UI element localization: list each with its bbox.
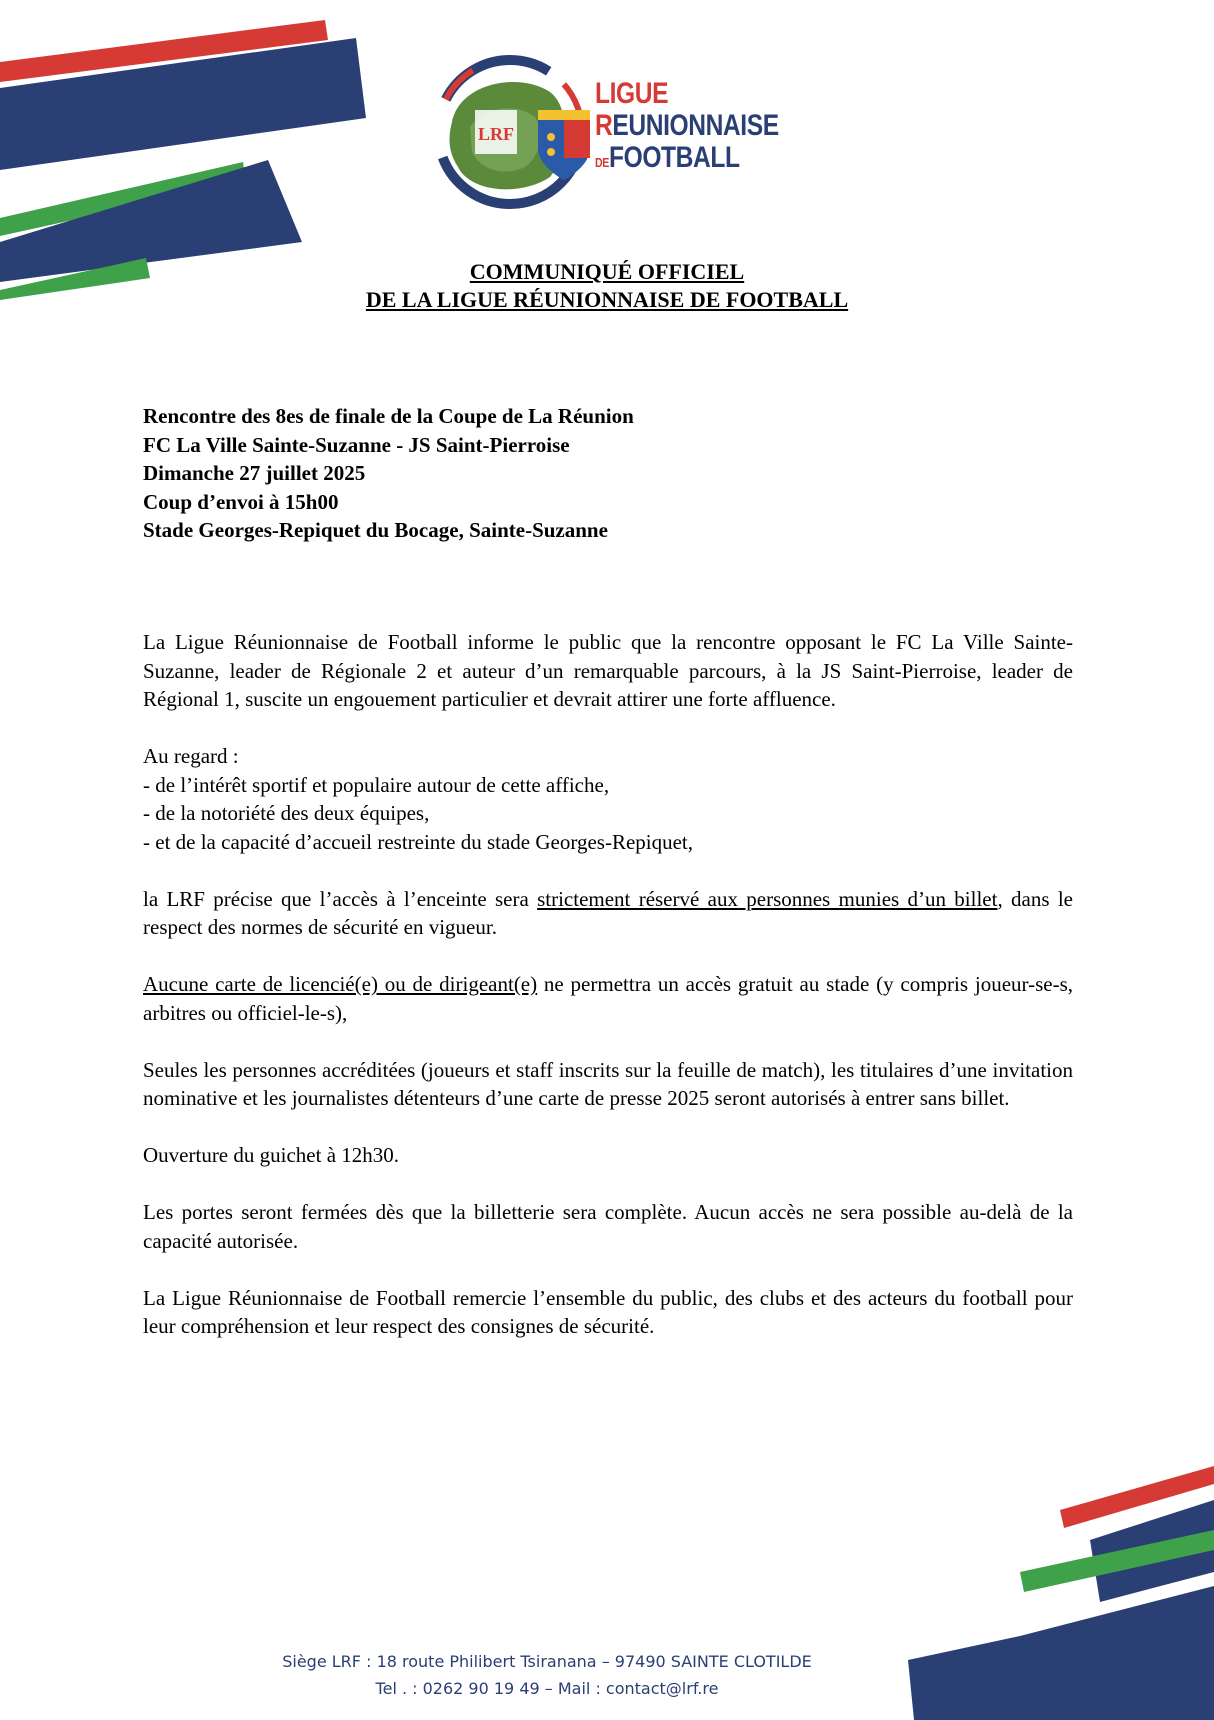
logo-de-text: DE: [595, 155, 609, 170]
card-paragraph: [143, 970, 1073, 1027]
logo-eunionnaise-text: EUNIONNAISE: [612, 109, 779, 142]
regard-heading: Au regard :: [143, 744, 239, 768]
access-underlined-text: strictement réservé aux personnes munies d’un billet: [537, 886, 998, 911]
logo-wordmark: [595, 78, 779, 179]
document-title: [0, 258, 1214, 314]
thanks-paragraph: La Ligue Réunionnaise de Football remercie l’ensemble du public, des clubs et des acteurs du football pour leur compréhension et leur respect des consignes de sécurité.: [143, 1285, 1073, 1338]
doors-paragraph: Les portes seront fermées dès que la billetterie sera complète. Aucun accès ne sera possible au-delà de la capacité autorisée.: [143, 1200, 1073, 1253]
logo-line-reunionnaise: [595, 110, 779, 142]
regard-item-1: - de l’intérêt sportif et populaire autour de cette affiche,: [143, 772, 610, 797]
fleur-de-lis-icon: [547, 133, 555, 141]
regard-item-3: - et de la capacité d’accueil restreinte du stade Georges-Repiquet,: [143, 829, 694, 854]
card-underlined-text: Aucune carte de licencié(e) ou de dirigeant(e): [143, 972, 538, 996]
match-venue: Stade Georges-Repiquet du Bocage, Sainte-Suzanne: [143, 518, 608, 542]
card-after-text: ne permettra un accès gratuit au stade (y compris joueur-se-s, arbitres ou officiel-le-s),: [143, 972, 1073, 1025]
match-teams: FC La Ville Sainte-Suzanne - JS Saint-Pierroise: [143, 432, 570, 457]
regard-item-2: - de la notoriété des deux équipes,: [143, 801, 430, 825]
accredited-paragraph: Seules les personnes accréditées (joueurs et staff inscrits sur la feuille de match), les titulaires d’une invitation nominative et les journalistes détenteurs d’une carte de presse 2025 seront autorisés à entrer sans billet.: [143, 1057, 1073, 1110]
footer-contact: Tel . : 0262 90 19 49 – Mail : contact@lrf.re: [375, 1679, 719, 1698]
match-kickoff: Coup d’envoi à 15h00: [143, 489, 339, 514]
match-info-block: [143, 402, 634, 545]
page-footer: [0, 1648, 1214, 1702]
top-left-stripes: [0, 0, 380, 300]
logo-line-football: [595, 142, 779, 179]
access-paragraph: [143, 885, 1073, 942]
match-competition: Rencontre des 8es de finale de la Coupe de La Réunion: [143, 404, 634, 428]
access-before-text: la LRF précise que l’accès à l’enceinte sera: [143, 886, 538, 911]
opening-paragraph: Ouverture du guichet à 12h30.: [143, 1143, 400, 1167]
access-after-text: , dans le respect des normes de sécurité en vigueur.: [143, 886, 1073, 939]
communique-body: [143, 628, 1073, 1369]
title-line-2: DE LA LIGUE RÉUNIONNAISE DE FOOTBALL: [365, 287, 849, 312]
regard-paragraph: [143, 742, 1073, 856]
footer-address: Siège LRF : 18 route Philibert Tsiranana – 97490 SAINTE CLOTILDE: [282, 1652, 812, 1671]
fleur-de-lis-icon-2: [547, 148, 555, 156]
title-line-1: COMMUNIQUÉ OFFICIEL: [469, 259, 745, 284]
match-date: Dimanche 27 juillet 2025: [143, 461, 366, 485]
logo-ligue-text: LIGUE: [595, 77, 669, 110]
logo-line-ligue: [595, 78, 779, 110]
logo-r-text: R: [595, 109, 613, 142]
logo-football-text: FOOTBALL: [608, 141, 740, 174]
intro-paragraph: La Ligue Réunionnaise de Football informe le public que la rencontre opposant le FC La Ville Sainte-Suzanne, leader de Régionale 2 et auteur d’un remarquable parcours, à la JS Saint-Pierroise, leader de Régional 1, suscite un engouement particulier et devrait attirer une forte affluence.: [143, 630, 1073, 711]
coat-band-top: [538, 110, 590, 120]
badge-text: LRF: [478, 124, 514, 144]
